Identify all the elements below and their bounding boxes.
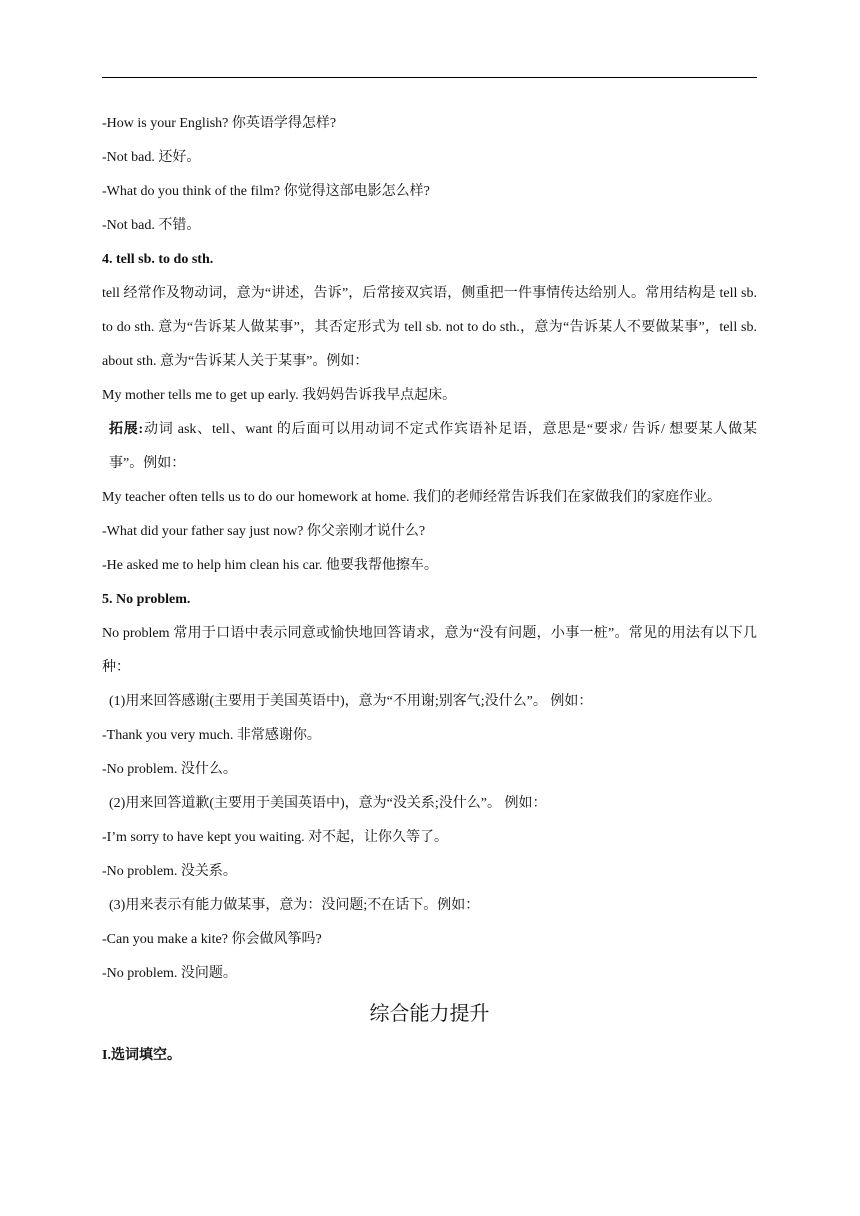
dialog-line: -No problem. 没什么。 [102,762,237,777]
point-heading-4: 4. tell sb. to do sth. [102,252,214,267]
dialog-line: -What do you think of the film? 你觉得这部电影怎么样? [102,184,430,199]
exercise-heading: I.选词填空。 [102,1048,181,1063]
dialog-line: -No problem. 没问题。 [102,966,237,981]
dialog-line: -I’m sorry to have kept you waiting. 对不起，让你久等了。 [102,830,449,845]
point-heading-5: 5. No problem. [102,592,191,607]
extension-paragraph [102,413,757,481]
extension-label: 拓展: [109,422,144,437]
dialog-line: -Not bad. 不错。 [102,218,201,233]
header-rule [102,77,757,78]
extension-text: 动词 ask、tell、want 的后面可以用动词不定式作宾语补足语，意思是“要求/ 告诉/ 想要某人做某事”。例如： [109,422,758,471]
dialog-line: -What did your father say just now? 你父亲刚才说什么? [102,524,426,539]
dialog-line: -He asked me to help him clean his car. 他要我帮他擦车。 [102,558,438,573]
dialog-line: -Can you make a kite? 你会做风筝吗? [102,932,322,947]
example-sentence: My mother tells me to get up early. 我妈妈告诉我早点起床。 [102,388,457,403]
usage-item: (2)用来回答道歉(主要用于美国英语中)，意为“没关系;没什么”。 例如： [109,796,547,811]
explanation-paragraph: No problem 常用于口语中表示同意或愉快地回答请求，意为“没有问题，小事一桩”。常见的用法有以下几种： [102,626,757,675]
explanation-paragraph: tell 经常作及物动词，意为“讲述，告诉”，后常接双宾语，侧重把一件事情传达给别人。常用结构是 tell sb. to do sth. 意为“告诉某人做某事”，其否定形式为 tell sb. not to do sth.，意为“告诉某人不要做某事”，tell sb. about sth. 意为“告诉某人关于某事”。例如： [102,286,757,369]
example-sentence: My teacher often tells us to do our homework at home. 我们的老师经常告诉我们在家做我们的家庭作业。 [102,490,722,505]
section-title: 综合能力提升 [369,1001,490,1025]
usage-item: (1)用来回答感谢(主要用于美国英语中)，意为“不用谢;别客气;没什么”。 例如： [109,694,593,709]
document-body [102,107,757,1073]
dialog-line: -Not bad. 还好。 [102,150,201,165]
dialog-line: -How is your English? 你英语学得怎样? [102,116,337,131]
dialog-line: -No problem. 没关系。 [102,864,237,879]
usage-item: (3)用来表示有能力做某事，意为：没问题;不在话下。例如： [109,898,480,913]
dialog-line: -Thank you very much. 非常感谢你。 [102,728,321,743]
